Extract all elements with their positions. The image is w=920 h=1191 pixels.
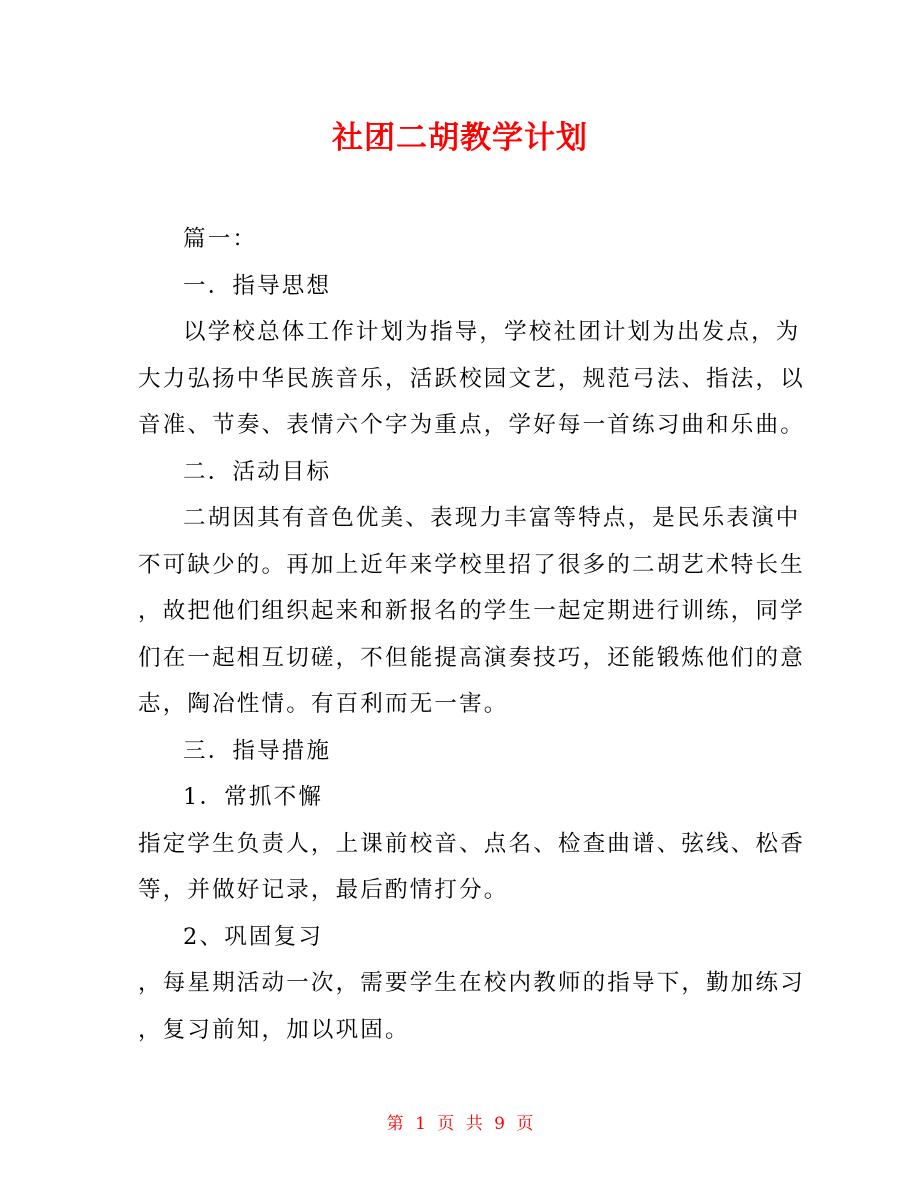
subsection-heading: 1．常抓不懈 (183, 784, 324, 810)
paragraph-line: 等，并做好记录，最后酌情打分。 (138, 877, 509, 903)
paragraph-line: ，复习前知，加以巩固。 (138, 1016, 410, 1043)
paragraph-line: 志，陶冶性情。有百利而无一害。 (138, 691, 509, 717)
page-title: 社团二胡教学计划 (332, 120, 588, 156)
section-heading: 三．指导措施 (183, 737, 332, 764)
paragraph-line: 以学校总体工作计划为指导，学校社团计划为出发点，为 (183, 319, 801, 345)
paragraph-line: 篇一： (183, 226, 258, 252)
paragraph-line: 们在一起相互切磋，不但能提高演奏技巧，还能锻炼他们的意 (138, 644, 805, 671)
paragraph-line: 音准、节奏、表情六个字为重点，学好每一首练习曲和乐曲。 (138, 412, 805, 438)
paragraph-line: 不可缺少的。再加上近年来学校里招了很多的二胡艺术特长生 (138, 551, 805, 578)
page-number-footer: 第 1 页 共 9 页 (386, 1114, 534, 1134)
subsection-heading: 2、巩固复习 (183, 923, 324, 950)
paragraph-line: 大力弘扬中华民族音乐，活跃校园文艺，规范弓法、指法，以 (138, 365, 805, 392)
paragraph-line: ，每星期活动一次，需要学生在校内教师的指导下，勤加练习 (138, 970, 805, 996)
document-body (138, 216, 805, 1053)
paragraph-line: 指定学生负责人，上课前校音、点名、检查曲谱、弦线、松香 (138, 830, 805, 857)
paragraph-line: ，故把他们组织起来和新报名的学生一起定期进行训练，同学 (138, 598, 805, 624)
section-heading: 二．活动目标 (183, 458, 332, 485)
section-heading: 一．指导思想 (183, 272, 332, 299)
paragraph-line: 二胡因其有音色优美、表现力丰富等特点，是民乐表演中 (183, 505, 801, 531)
